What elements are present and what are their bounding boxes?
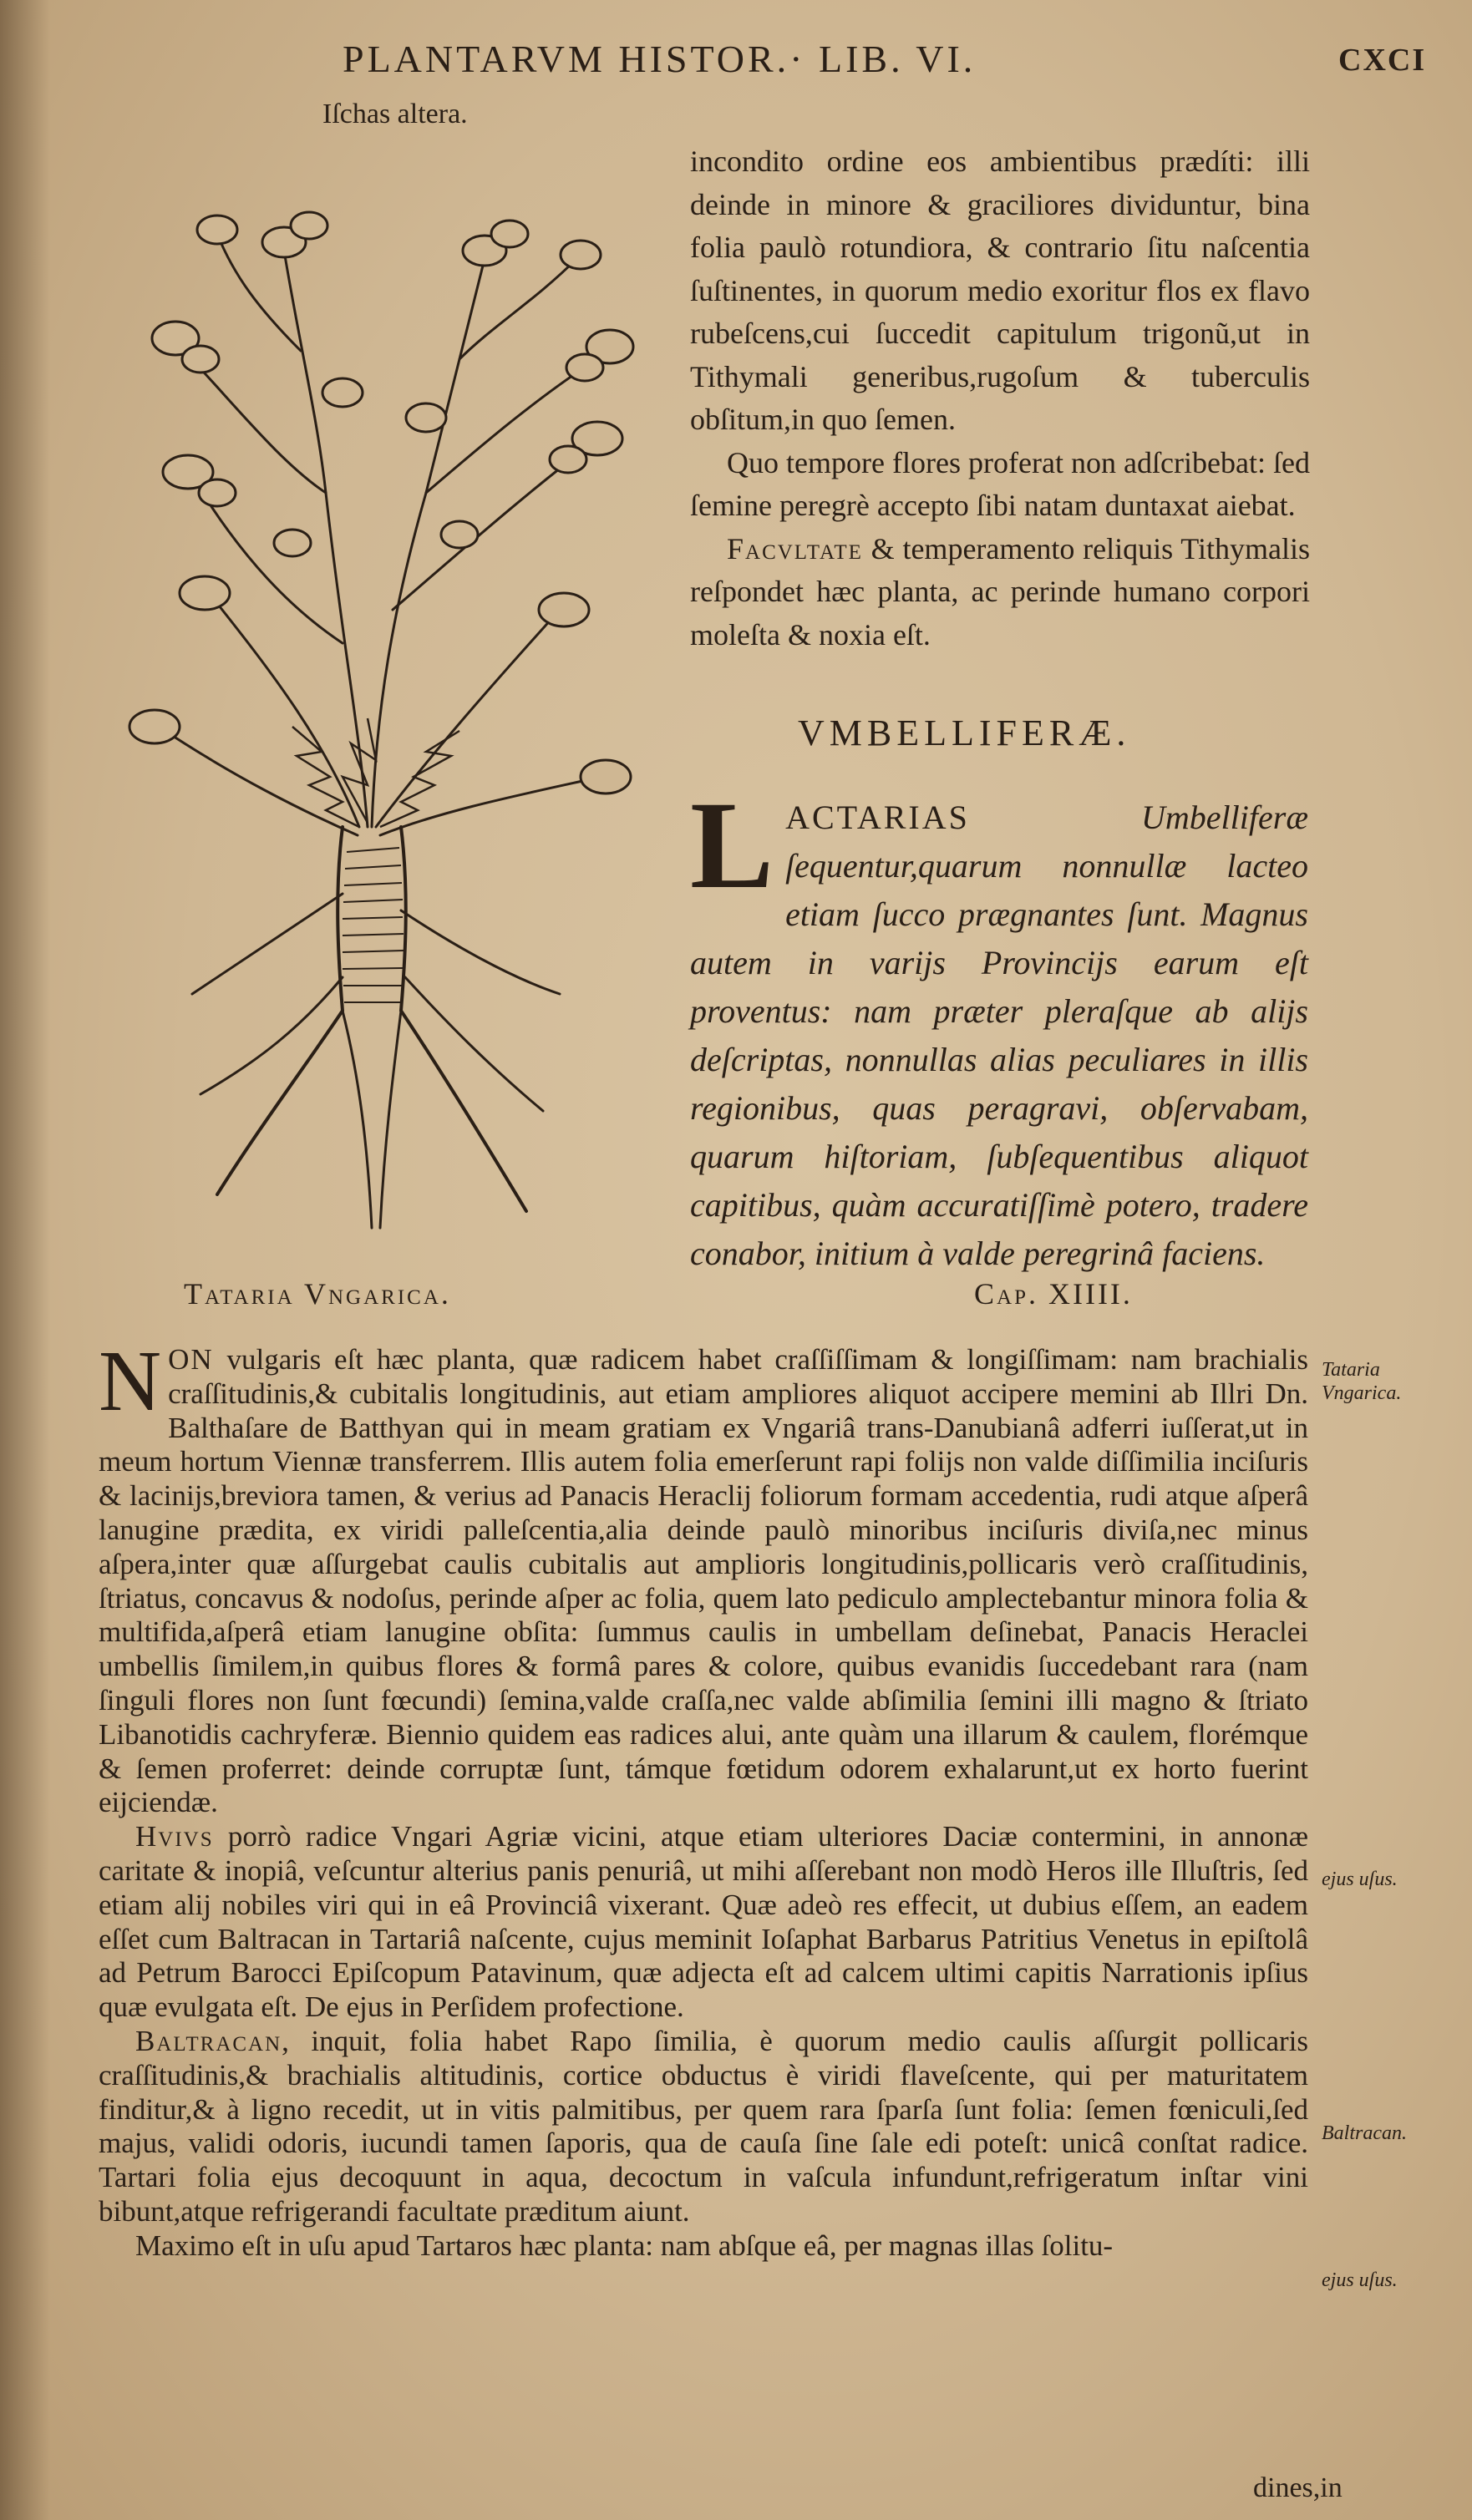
upper-right-text-column (690, 140, 1310, 657)
huius-body: porrò radice Vngari Agriæ vicini, atque etiam ulteriores Daciæ contermini, in annonæ caritate & inopiâ, veſcuntur alterius panis penuriâ, ut mihi aſſerebant non modò Heros ille Illuſtris, ſed etiam alij nobiles viri qui in eâ Provinciâ vixerant. Quæ adeò res effecit, ut dubius eſſem, an eadem eſſet cum Baltracan in Tartariâ naſcente, cujus meminit Ioſaphat Barbarus Patritius Venetus in epiſtolâ ad Petrum Barocci Epiſcopum Patavinum, quæ adjecta eſt ad calcem ultimi capitis Narrationis ipſius quæ evulgata eſt. De ejus in Perſidem profectione. (99, 1820, 1308, 2024)
chapter-number: Cap. XIIII. (974, 1277, 1133, 1311)
paragraph-baltracan (99, 2025, 1308, 2229)
running-head: PLANTARVM HISTOR.· LIB. VI. (343, 38, 977, 80)
paragraph-facultate (690, 528, 1310, 657)
paragraph-continuation: incondito ordine eos ambientibus prædíti: illi deinde in minore & graciliores dividuntur, bina folia paulò rotundiora, & contrario ſitu naſcentia ſuſtinentes, in quorum medio exoritur flos ex flavo rubeſcens,cui ſuccedit capitulum trigonũ,ut in Tithymali generibus,rugoſum & tuberculis obſitum,in quo ſemen. (690, 145, 1310, 436)
dropcap-letter: N (99, 1333, 162, 1429)
baltracan-body: , inquit, folia habet Rapo ſimilia, è quorum medio caulis aſſurgit pollicaris craſſitudinis,& brachialis altitudinis, cortice obductus è viridi flaveſcente, qui per maturitatem finditur,& à ligno recedit, ut in vitis palmitibus, per quem rara ſparſa ſunt folia: ſemen fœniculi,ſed majus, validi odoris, iucundi tamen ſaporis, qua de cauſa ſine ſale edi poteſt: unicâ conſtat radice. Tartari folia ejus decoquunt in aqua, decoctum in vaſcula infundunt,refrigeratum inſtar vini bibunt,atque refrigerandi facultate præditum aiunt. (99, 2024, 1308, 2228)
plant-woodcut-illustration (92, 142, 693, 1245)
paragraph-huius (99, 1820, 1308, 2025)
margin-note-baltracan: Baltracan. (1322, 2122, 1407, 2144)
catchword: dines,in (1253, 2472, 1343, 2503)
section-heading-umbelliferae: VMBELLIFERÆ. (798, 712, 1131, 753)
initial-letter: L (690, 776, 774, 915)
paragraph-lead: ON (168, 1343, 214, 1376)
plant-title: Tataria Vngarica. (184, 1277, 451, 1311)
huius-lead: Hvivs (135, 1820, 214, 1853)
main-text-block (99, 1333, 1308, 2264)
intro-lead: ACTARIAS (785, 799, 970, 836)
gutter-shadow (0, 0, 50, 2520)
margin-note-tataria: Tataria Vngarica. (1322, 1359, 1402, 1404)
paragraph-body: vulgaris eſt hæc planta, quæ radicem habet craſſiſſimam & longiſſimam: nam brachialis craſſitudinis,& cubitalis longitudinis, aut etiam ampliores aliquot accipere memini ab Illri Dn. Balthaſare de Batthyan qui in meam gratiam ex Vngariâ trans-Danubianâ adferri iuſſerat,ut in meum hortum Viennæ transferrem. Illis autem folia emerſerunt rapi folijs non valde diſſimilia inciſuris & lacinijs,breviora tamen, & verius ad Panacis Heraclij foliorum formam accedentia, rudi atque aſperâ lanugine prædita, ex viridi palleſcentia,alia deinde paulò minoribus inciſuris diviſa,nec minus aſpera,inter quæ aſſurgebat caulis cubitalis aut amplioris longitudinis,pollicaris verò craſſitudinis, ſtriatus, concavus & nodoſus, perinde aſper ac folia, quem lato pediculo amplectebantur minora folia & multifida,aſperâ etiam lanugine obſita: ſummus caulis in umbellam deſinebat, Panacis Heraclei umbellis ſimilem,in quibus flores & formâ pares & colore, quibus evanidis ſuccedebant rara (nam ſinguli flores non ſunt fœcundi) ſemina,valde craſſa,nec valde abſimilia ſemini illi magno & ſtriato Libanotidis cachryferæ. Biennio quidem eas radices alui, ante quàm una illarum & caulem, florémque & ſemen proferret: deinde corruptæ ſunt, támque fœtidum odorem exhalarunt,ut ex horto fuerint eijciendæ. (99, 1343, 1308, 1819)
margin-note-usus-2: ejus uſus. (1322, 2269, 1398, 2291)
paragraph-maximo: Maximo eſt in uſu apud Tartaros hæc planta: nam abſque eâ, per magnas illas ſolitu- (135, 2228, 1114, 2262)
umbelliferae-intro (690, 776, 1308, 1278)
facultate-lead: Facvltate (727, 531, 863, 565)
facultate-rest: & temperamento reliquis Tithymalis reſpondet hæc planta, ac perinde humano corpori moleſta & noxia eſt. (690, 531, 1310, 652)
plant-caption: Iſchas altera. (322, 99, 468, 129)
paragraph-flowering: Quo tempore flores proferat non adſcribebat: ſed ſemine peregrè accepto ſibi natam duntaxat aiebat. (690, 445, 1310, 522)
folio-number: CXCI (1338, 43, 1427, 78)
margin-note-usus-1: ejus uſus. (1322, 1868, 1398, 1890)
intro-text: Umbelliferæ ſequentur,quarum nonnullæ lacteo etiam ſucco prægnantes ſunt. Magnus autem in varijs Provincijs earum eſt proventus: nam præter pleraſque ab alijs deſcriptas, nonnullas alias peculiares in illis regionibus, quas peragravi, obſervabam, quarum hiſtoriam, ſubſequentibus aliquot capitibus, quàm accuratiſſimè potero, tradere conabor, initium à valde peregrinâ faciens. (690, 799, 1308, 1272)
paragraph-description (99, 1333, 1308, 1820)
baltracan-lead: Baltracan (135, 2024, 282, 2057)
